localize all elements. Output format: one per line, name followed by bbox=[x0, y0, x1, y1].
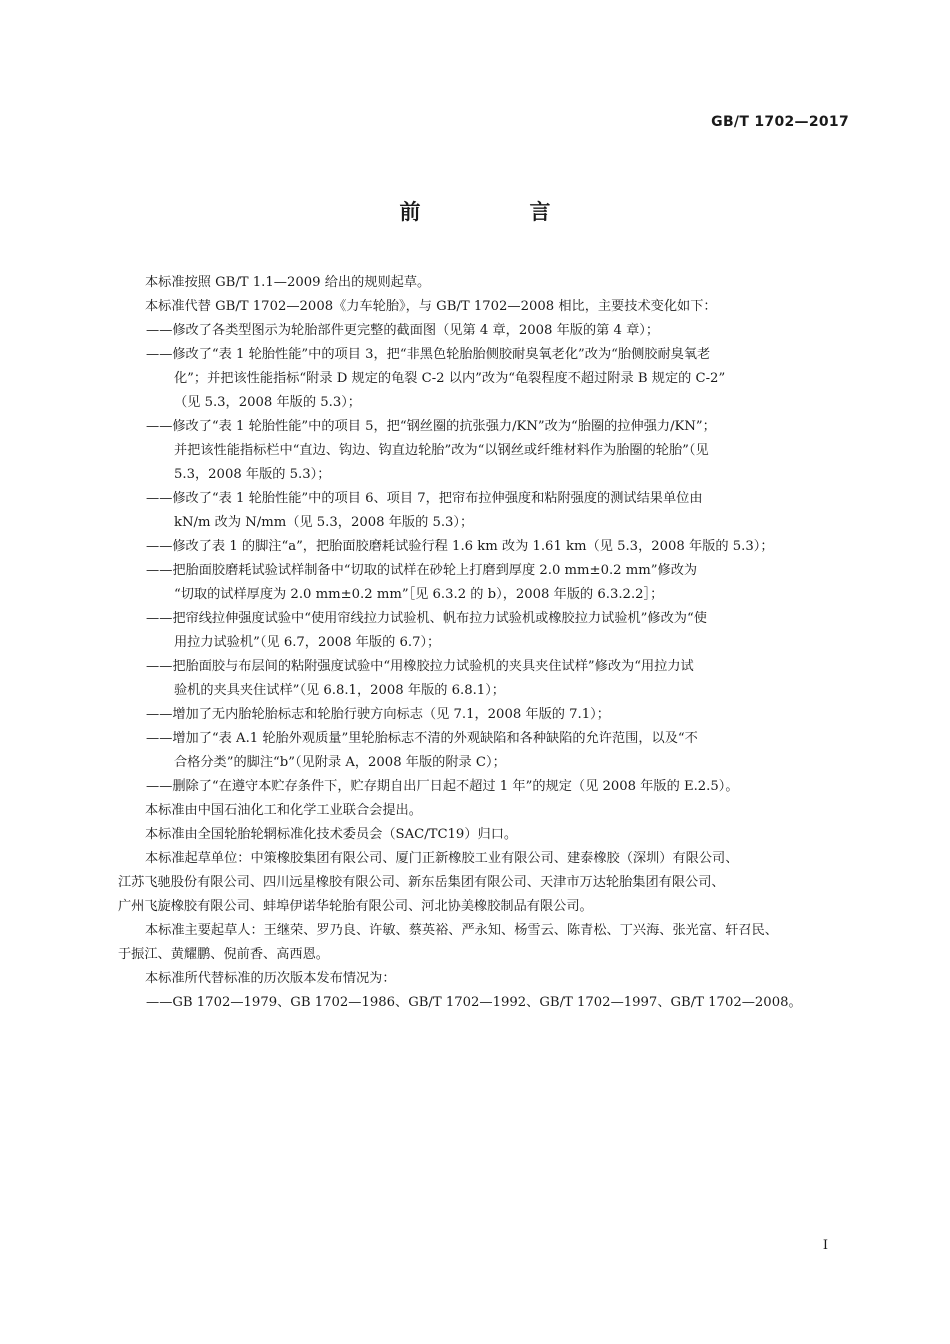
change-item-6: ——把胎面胶磨耗试验试样制备中“切取的试样在砂轮上打磨到厚度 2.0 mm±0.2 mm”修改为 bbox=[146, 563, 698, 578]
change-item-2-line-2: 化”；并把该性能指标“附录 D 规定的龟裂 C-2 以内”改为“龟裂程度不超过附录 B 规定的 C-2” bbox=[174, 371, 726, 386]
replacement-paragraph: 本标准代替 GB/T 1702—2008《力车轮胎》，与 GB/T 1702—2008 相比，主要技术变化如下： bbox=[145, 299, 717, 314]
proposer-paragraph: 本标准由中国石油化工和化学工业联合会提出。 bbox=[145, 803, 422, 818]
change-item-8: ——把胎面胶与布层间的粘附强度试验中“用橡胶拉力试验机的夹具夹住试样”修改为“用拉力试 bbox=[146, 659, 694, 674]
change-item-2: ——修改了“表 1 轮胎性能”中的项目 3，把“非黑色轮胎胎侧胶耐臭氧老化”改为“胎侧胶耐臭氧老 bbox=[146, 347, 711, 362]
change-item-1: ——修改了各类型图示为轮胎部件更完整的截面图（见第 4 章，2008 年版的第 4 章）； bbox=[146, 323, 660, 338]
change-item-11: ——删除了“在遵守本贮存条件下，贮存期自出厂日起不超过 1 年”的规定（见 2008 年版的 E.2.5）。 bbox=[146, 779, 739, 794]
change-item-4: ——修改了“表 1 轮胎性能”中的项目 6、项目 7，把帘布拉伸强度和粘附强度的测试结果单位由 bbox=[146, 491, 703, 506]
change-item-3: ——修改了“表 1 轮胎性能”中的项目 5，把“钢丝圈的抗张强力/KN”改为“胎圈的拉伸强力/KN”； bbox=[146, 419, 716, 434]
drafting-units-paragraph: 本标准起草单位：中策橡胶集团有限公司、厦门正新橡胶工业有限公司、建泰橡胶（深圳）有限公司、 bbox=[145, 851, 739, 866]
change-item-3-line-3: 5.3，2008 年版的 5.3）； bbox=[174, 467, 331, 482]
change-item-2-line-3: （见 5.3，2008 年版的 5.3）； bbox=[174, 395, 361, 410]
committee-paragraph: 本标准由全国轮胎轮辋标准化技术委员会（SAC/TC19）归口。 bbox=[145, 827, 518, 842]
history-paragraph: 本标准所代替标准的历次版本发布情况为： bbox=[145, 971, 396, 986]
change-item-5: ——修改了表 1 的脚注“a”，把胎面胶磨耗试验行程 1.6 km 改为 1.61 km（见 5.3，2008 年版的 5.3）； bbox=[146, 539, 774, 554]
change-item-3-line-2: 并把该性能指标栏中“直边、钩边、钩直边轮胎”改为“以钢丝或纤维材料作为胎圈的轮胎”（见 bbox=[174, 443, 709, 458]
history-item: ——GB 1702—1979、GB 1702—1986、GB/T 1702—1992、GB/T 1702—1997、GB/T 1702—2008。 bbox=[146, 995, 802, 1010]
drafting-units-line-3: 广州飞旋橡胶有限公司、蚌埠伊诺华轮胎有限公司、河北协美橡胶制品有限公司。 bbox=[118, 899, 593, 914]
change-item-10: ——增加了“表 A.1 轮胎外观质量”里轮胎标志不清的外观缺陷和各种缺陷的允许范围，以及“不 bbox=[146, 731, 698, 746]
standard-code: GB/T 1702—2017 bbox=[711, 114, 849, 130]
drafting-rule-paragraph: 本标准按照 GB/T 1.1—2009 给出的规则起草。 bbox=[145, 275, 431, 290]
change-item-9: ——增加了无内胎轮胎标志和轮胎行驶方向标志（见 7.1，2008 年版的 7.1）； bbox=[146, 707, 610, 722]
change-item-8-line-2: 验机的夹具夹住试样”（见 6.8.1，2008 年版的 6.8.1）； bbox=[174, 683, 505, 698]
drafting-units-line-2: 江苏飞驰股份有限公司、四川远星橡胶有限公司、新东岳集团有限公司、天津市万达轮胎集团有限公司、 bbox=[118, 875, 725, 890]
drafters-line-2: 于振江、黄耀鹏、倪前香、高西恩。 bbox=[118, 947, 329, 962]
foreword-body bbox=[118, 271, 851, 1015]
page-number: I bbox=[822, 1238, 828, 1253]
change-item-10-line-2: 合格分类”的脚注“b”（见附录 A，2008 年版的附录 C）； bbox=[174, 755, 506, 770]
drafters-paragraph: 本标准主要起草人：王继荣、罗乃良、许敏、蔡英裕、严永知、杨雪云、陈青松、丁兴海、张光富、轩召民、 bbox=[145, 923, 778, 938]
change-item-6-line-2: “切取的试样厚度为 2.0 mm±0.2 mm”［见 6.3.2 的 b），2008 年版的 6.3.2.2］； bbox=[174, 587, 664, 602]
change-item-7: ——把帘线拉伸强度试验中“使用帘线拉力试验机、帆布拉力试验机或橡胶拉力试验机”修改为“使 bbox=[146, 611, 707, 626]
change-item-7-line-2: 用拉力试验机”（见 6.7，2008 年版的 6.7）； bbox=[174, 635, 441, 650]
change-item-4-line-2: kN/m 改为 N/mm（见 5.3，2008 年版的 5.3）； bbox=[174, 515, 474, 530]
page-title: 前 言 bbox=[399, 200, 595, 224]
